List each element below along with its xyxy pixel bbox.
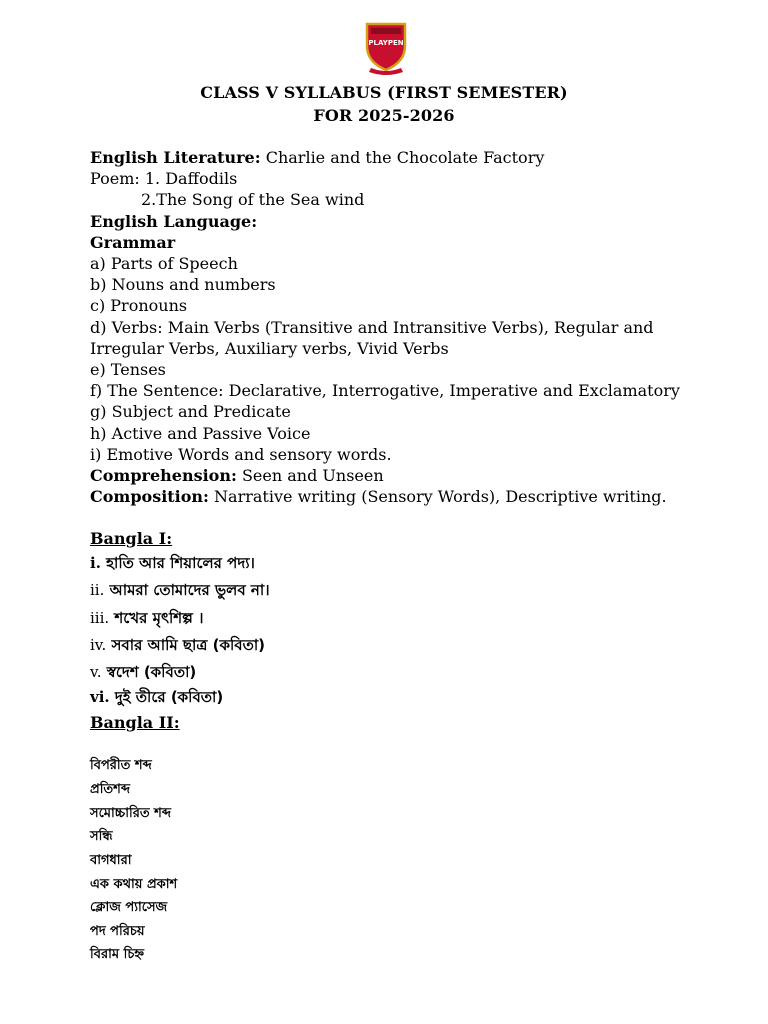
grammar-item: d) Verbs: Main Verbs (Transitive and Intransitive Verbs), Regular and: [90, 317, 654, 337]
bangla2-item: প্রতিশব্দ: [90, 782, 130, 797]
comprehension-line: [90, 465, 730, 486]
school-logo: [361, 20, 411, 76]
bangla1-heading: Bangla I:: [90, 529, 173, 548]
grammar-item: i) Emotive Words and sensory words.: [90, 444, 392, 464]
bangla2-item: বিপরীত শব্দ: [90, 758, 152, 773]
page-title: CLASS V SYLLABUS (FIRST SEMESTER): [200, 83, 568, 102]
bangla1-item: vi. দুই তীরে (কবিতা): [90, 688, 224, 706]
literature-label: English Literature:: [90, 148, 261, 167]
bangla1-item: v. স্বদেশ (কবিতা): [90, 663, 197, 681]
comprehension-value: Seen and Unseen: [236, 466, 384, 486]
composition-line: [90, 486, 730, 507]
grammar-label: Grammar: [90, 232, 176, 252]
composition-label: Composition:: [90, 487, 209, 507]
literature-line: [90, 147, 730, 168]
bangla2-item: বিরাম চিহ্ন: [90, 947, 145, 962]
grammar-item: Irregular Verbs, Auxiliary verbs, Vivid Verbs: [90, 338, 449, 358]
page-subtitle: FOR 2025-2026: [313, 106, 455, 125]
poem-line-2: 2.The Song of the Sea wind: [141, 190, 365, 210]
poem-line: Poem: 1. Daffodils: [90, 169, 238, 189]
grammar-item: g) Subject and Predicate: [90, 402, 291, 422]
grammar-item: a) Parts of Speech: [90, 254, 238, 274]
bangla2-item: পদ পরিচয়: [90, 924, 145, 939]
bangla2-item: ক্লোজ প্যাসেজ: [90, 900, 168, 915]
logo-text: PLAYPEN: [368, 39, 404, 47]
bangla1-item: iii. শখের মৃৎশিল্প ।: [90, 609, 204, 627]
grammar-item: f) The Sentence: Declarative, Interrogative, Imperative and Exclamatory: [90, 381, 680, 401]
grammar-item: h) Active and Passive Voice: [90, 423, 311, 443]
bangla1-item: ii. আমরা তোমাদের ভুলব না।: [90, 581, 270, 599]
bangla2-item: বাগধারা: [90, 853, 132, 868]
bangla2-item: সন্ধি: [90, 829, 113, 844]
bangla2-item: এক কথায় প্রকাশ: [90, 877, 178, 892]
literature-value: Charlie and the Chocolate Factory: [260, 148, 545, 167]
language-label: English Language:: [90, 211, 258, 231]
grammar-item: e) Tenses: [90, 360, 166, 380]
composition-value: Narrative writing (Sensory Words), Descriptive writing.: [208, 487, 667, 507]
bangla1-item: iv. সবার আমি ছাত্র (কবিতা): [90, 636, 266, 654]
english-section: [90, 147, 730, 507]
grammar-item: c) Pronouns: [90, 296, 188, 316]
bangla2-heading: Bangla II:: [90, 713, 180, 732]
bangla1-item: i. হাতি আর শিয়ালের পদ্য।: [90, 554, 255, 572]
comprehension-label: Comprehension:: [90, 466, 237, 486]
bangla2-item: সমোচ্চারিত শব্দ: [90, 806, 171, 821]
grammar-item: b) Nouns and numbers: [90, 275, 276, 295]
